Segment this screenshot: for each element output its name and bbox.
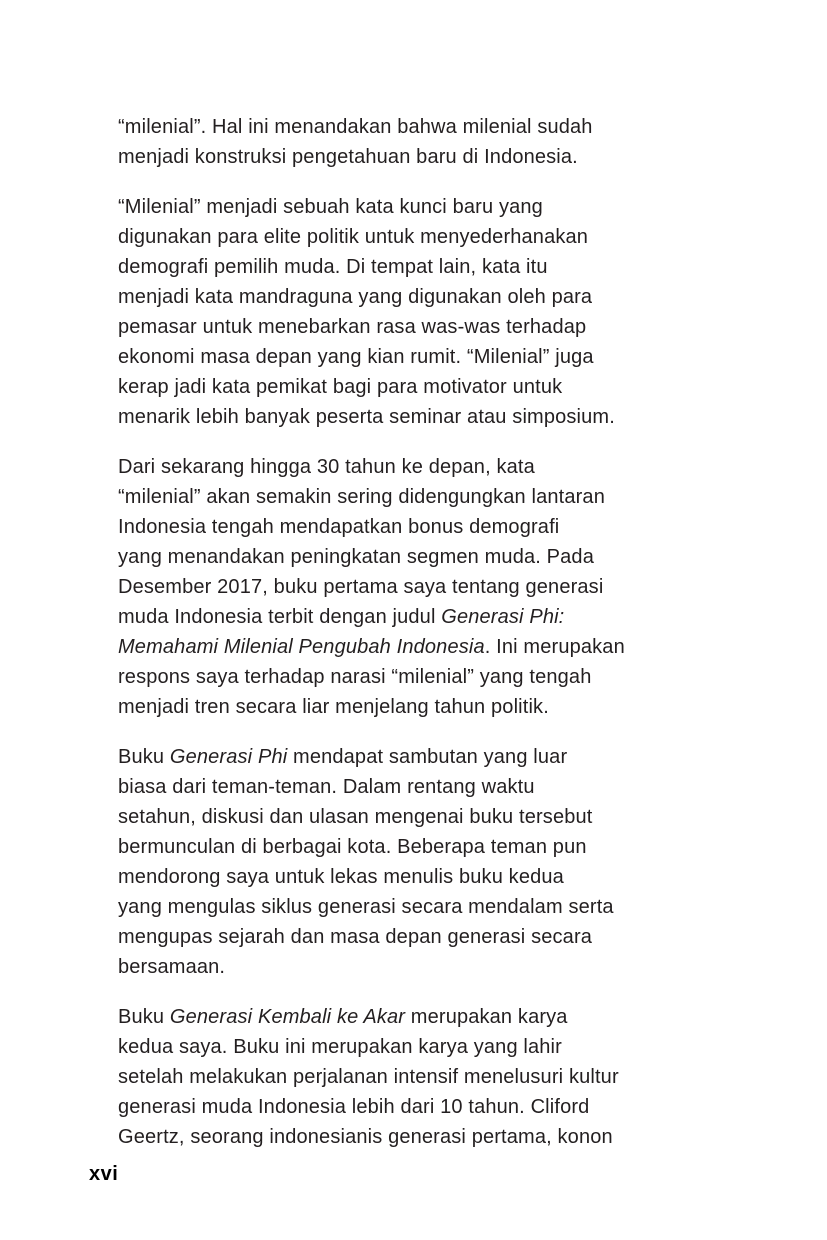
text-line xyxy=(118,862,678,892)
text-segment: Indonesia tengah mendapatkan bonus demografi xyxy=(118,516,560,538)
text-segment: “milenial”. Hal ini menandakan bahwa milenial sudah xyxy=(118,116,593,138)
text-segment: digunakan para elite politik untuk menyederhanakan xyxy=(118,226,589,248)
text-segment: “milenial” akan semakin sering didengungkan lantaran xyxy=(118,486,605,508)
text-segment: Geertz, seorang indonesianis generasi pertama, konon xyxy=(118,1126,613,1148)
italic-title-text: Generasi Phi xyxy=(169,746,288,768)
text-line xyxy=(118,572,678,602)
text-line xyxy=(118,772,678,802)
text-line xyxy=(118,1032,678,1062)
text-line xyxy=(118,252,678,282)
text-line xyxy=(118,632,678,662)
paragraph xyxy=(118,452,678,722)
text-segment: respons saya terhadap narasi “milenial” yang tengah xyxy=(118,666,592,688)
paragraph xyxy=(118,112,678,172)
text-line xyxy=(118,662,678,692)
text-line xyxy=(118,1122,678,1152)
text-line xyxy=(118,372,678,402)
text-line xyxy=(118,1062,678,1092)
text-segment: muda Indonesia terbit dengan judul xyxy=(118,606,442,628)
text-segment: yang menandakan peningkatan segmen muda. Pada xyxy=(118,546,594,568)
text-line xyxy=(118,342,678,372)
text-line xyxy=(118,192,678,222)
text-line xyxy=(118,402,678,432)
text-segment: menjadi tren secara liar menjelang tahun politik. xyxy=(118,696,549,718)
text-segment: merupakan karya xyxy=(405,1006,568,1028)
body-text xyxy=(118,112,678,1172)
text-line xyxy=(118,282,678,312)
text-line xyxy=(118,312,678,342)
paragraph xyxy=(118,192,678,432)
text-segment: mendorong saya untuk lekas menulis buku kedua xyxy=(118,866,564,888)
text-segment: setelah melakukan perjalanan intensif menelusuri kultur xyxy=(118,1066,619,1088)
text-line xyxy=(118,112,678,142)
page-number: xvi xyxy=(89,1163,119,1185)
text-segment: pemasar untuk menebarkan rasa was-was terhadap xyxy=(118,316,587,338)
text-segment: kedua saya. Buku ini merupakan karya yang lahir xyxy=(118,1036,562,1058)
text-line xyxy=(118,802,678,832)
italic-title-text: Memahami Milenial Pengubah Indonesia xyxy=(118,636,485,658)
text-line xyxy=(118,892,678,922)
text-segment: menjadi konstruksi pengetahuan baru di Indonesia. xyxy=(118,146,578,168)
text-segment: yang mengulas siklus generasi secara mendalam serta xyxy=(118,896,614,918)
text-line xyxy=(118,952,678,982)
text-segment: “Milenial” menjadi sebuah kata kunci baru yang xyxy=(118,196,543,218)
text-line xyxy=(118,742,678,772)
text-segment: menarik lebih banyak peserta seminar atau simposium. xyxy=(118,406,615,428)
italic-title-text: Generasi Kembali ke Akar xyxy=(169,1006,406,1028)
text-segment: mendapat sambutan yang luar xyxy=(287,746,568,768)
text-segment: demografi pemilih muda. Di tempat lain, kata itu xyxy=(118,256,548,278)
text-segment: generasi muda Indonesia lebih dari 10 tahun. Cliford xyxy=(118,1096,590,1118)
text-segment: Buku xyxy=(118,746,170,768)
text-line xyxy=(118,602,678,632)
text-line xyxy=(118,922,678,952)
text-segment: Dari sekarang hingga 30 tahun ke depan, kata xyxy=(118,456,535,478)
text-line xyxy=(118,512,678,542)
text-line xyxy=(118,1092,678,1122)
paragraph xyxy=(118,1002,678,1152)
text-line xyxy=(118,142,678,172)
text-segment: biasa dari teman-teman. Dalam rentang waktu xyxy=(118,776,535,798)
text-segment: . Ini merupakan xyxy=(484,636,625,658)
text-line xyxy=(118,222,678,252)
text-segment: setahun, diskusi dan ulasan mengenai buku tersebut xyxy=(118,806,593,828)
text-segment: bermunculan di berbagai kota. Beberapa teman pun xyxy=(118,836,587,858)
text-line xyxy=(118,692,678,722)
text-line xyxy=(118,482,678,512)
text-segment: Buku xyxy=(118,1006,170,1028)
text-segment: menjadi kata mandraguna yang digunakan oleh para xyxy=(118,286,593,308)
text-line xyxy=(118,832,678,862)
text-segment: mengupas sejarah dan masa depan generasi secara xyxy=(118,926,593,948)
text-segment: Desember 2017, buku pertama saya tentang generasi xyxy=(118,576,604,598)
text-segment: ekonomi masa depan yang kian rumit. “Milenial” juga xyxy=(118,346,594,368)
text-line xyxy=(118,1002,678,1032)
italic-title-text: Generasi Phi: xyxy=(441,606,565,628)
paragraph xyxy=(118,742,678,982)
text-line xyxy=(118,542,678,572)
text-segment: bersamaan. xyxy=(118,956,226,978)
text-segment: kerap jadi kata pemikat bagi para motivator untuk xyxy=(118,376,563,398)
text-line xyxy=(118,452,678,482)
